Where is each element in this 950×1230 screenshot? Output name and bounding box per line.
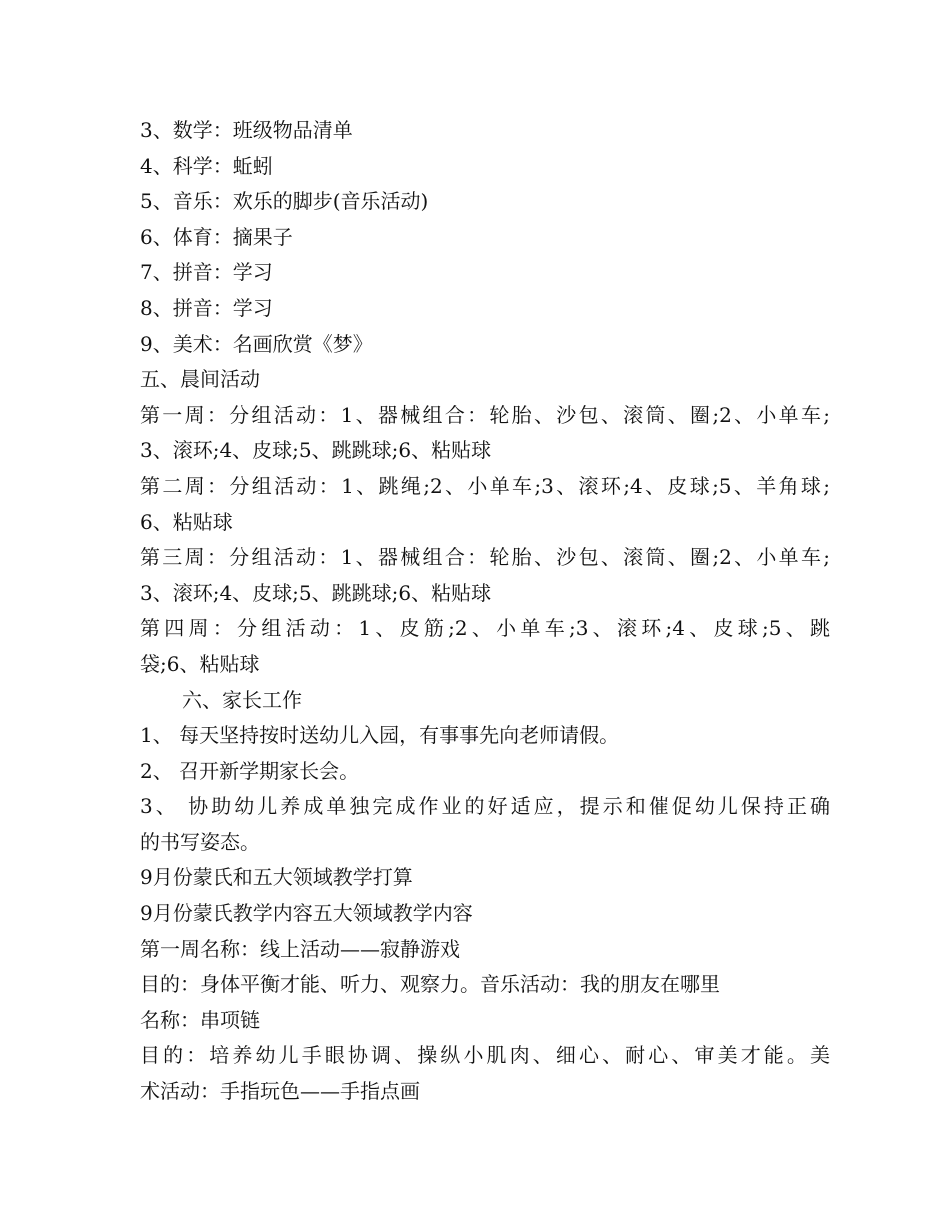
section-heading: 六、家长工作	[182, 687, 302, 712]
text-line: 第一周：分组活动：1、器械组合：轮胎、沙包、滚筒、圈;2、小单车;	[140, 402, 830, 427]
text-line: 1、 每天坚持按时送幼儿入园，有事事先向老师请假。	[140, 723, 620, 748]
text-line: 9月份蒙氏教学内容五大领域教学内容	[140, 901, 473, 926]
text-line: 4、科学：蚯蚓	[140, 153, 273, 178]
text-line: 第一周名称：线上活动——寂静游戏	[140, 936, 460, 961]
text-line: 名称：串项链	[140, 1007, 260, 1032]
text-line: 5、音乐：欢乐的脚步(音乐活动)	[140, 189, 429, 214]
text-line: 6、体育：摘果子	[140, 224, 293, 249]
text-line: 7、拼音：学习	[140, 260, 273, 285]
text-line: 9月份蒙氏和五大领域教学打算	[140, 865, 413, 890]
text-line: 6、粘贴球	[140, 509, 233, 534]
text-line: 袋;6、粘贴球	[140, 651, 260, 676]
text-line: 目的：培养幼儿手眼协调、操纵小肌肉、细心、耐心、审美才能。美	[140, 1043, 830, 1068]
text-line: 术活动：手指玩色——手指点画	[140, 1079, 420, 1104]
section-heading: 五、晨间活动	[140, 367, 260, 392]
text-line: 第三周：分组活动：1、器械组合：轮胎、沙包、滚筒、圈;2、小单车;	[140, 545, 830, 570]
text-line: 3、滚环;4、皮球;5、跳跳球;6、粘贴球	[140, 580, 492, 605]
text-line: 2、 召开新学期家长会。	[140, 758, 360, 783]
text-line: 3、数学：班级物品清单	[140, 118, 353, 142]
text-line: 3、滚环;4、皮球;5、跳跳球;6、粘贴球	[140, 438, 492, 463]
text-line: 8、拼音：学习	[140, 295, 273, 320]
text-line: 第二周：分组活动：1、跳绳;2、小单车;3、滚环;4、皮球;5、羊角球;	[140, 473, 830, 498]
document-page	[140, 113, 830, 1110]
text-line: 第四周：分组活动：1、皮筋;2、小单车;3、滚环;4、皮球;5、跳	[140, 616, 830, 641]
text-line: 目的：身体平衡才能、听力、观察力。音乐活动：我的朋友在哪里	[140, 972, 720, 997]
text-line: 9、美术：名画欣赏《梦》	[140, 331, 373, 356]
text-line: 3、 协助幼儿养成单独完成作业的好适应，提示和催促幼儿保持正确	[140, 794, 830, 819]
text-line: 的书写姿态。	[140, 829, 260, 854]
